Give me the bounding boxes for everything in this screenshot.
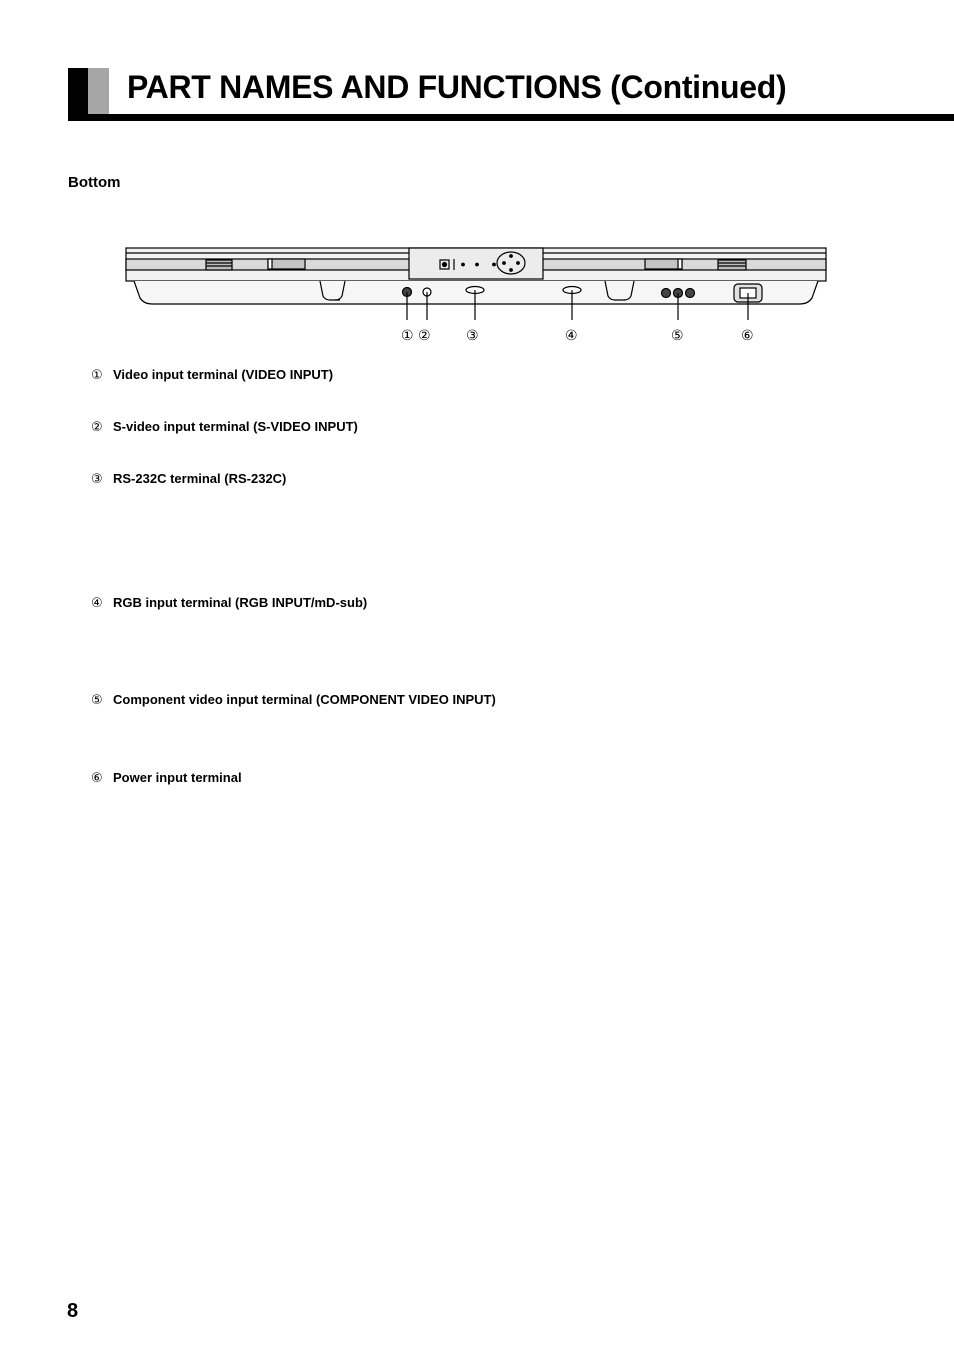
section-heading: Bottom <box>68 174 121 191</box>
item-label: RS-232C terminal (RS-232C) <box>113 471 287 486</box>
item-label: S-video input terminal (S-VIDEO INPUT) <box>113 419 358 434</box>
callout-5: ⑤ <box>671 328 684 344</box>
callout-4: ④ <box>565 328 578 344</box>
callout-1: ① <box>401 328 414 344</box>
device-bottom-illustration <box>120 240 832 320</box>
header-bar-gray <box>88 68 109 114</box>
item-label: Power input terminal <box>113 770 242 785</box>
item-number: ② <box>91 420 103 435</box>
list-item <box>91 595 367 611</box>
item-label: Component video input terminal (COMPONENT VIDEO INPUT) <box>113 692 496 707</box>
item-label: Video input terminal (VIDEO INPUT) <box>113 367 334 382</box>
item-label: RGB input terminal (RGB INPUT/mD-sub) <box>113 595 368 610</box>
list-item <box>91 419 358 435</box>
list-item <box>91 471 286 487</box>
page-title: PART NAMES AND FUNCTIONS (Continued) <box>127 69 787 105</box>
item-number: ⑥ <box>91 771 103 786</box>
header-rule <box>68 114 954 121</box>
list-item <box>91 692 496 708</box>
callout-6: ⑥ <box>741 328 754 344</box>
item-number: ④ <box>91 596 103 611</box>
header-bar-black <box>68 68 88 116</box>
item-number: ① <box>91 368 103 383</box>
callout-3: ③ <box>466 328 479 344</box>
list-item <box>91 367 333 383</box>
item-number: ⑤ <box>91 693 103 708</box>
item-number: ③ <box>91 472 103 487</box>
list-item <box>91 770 242 786</box>
page-number: 8 <box>67 1300 79 1322</box>
callout-2: ② <box>418 328 431 344</box>
